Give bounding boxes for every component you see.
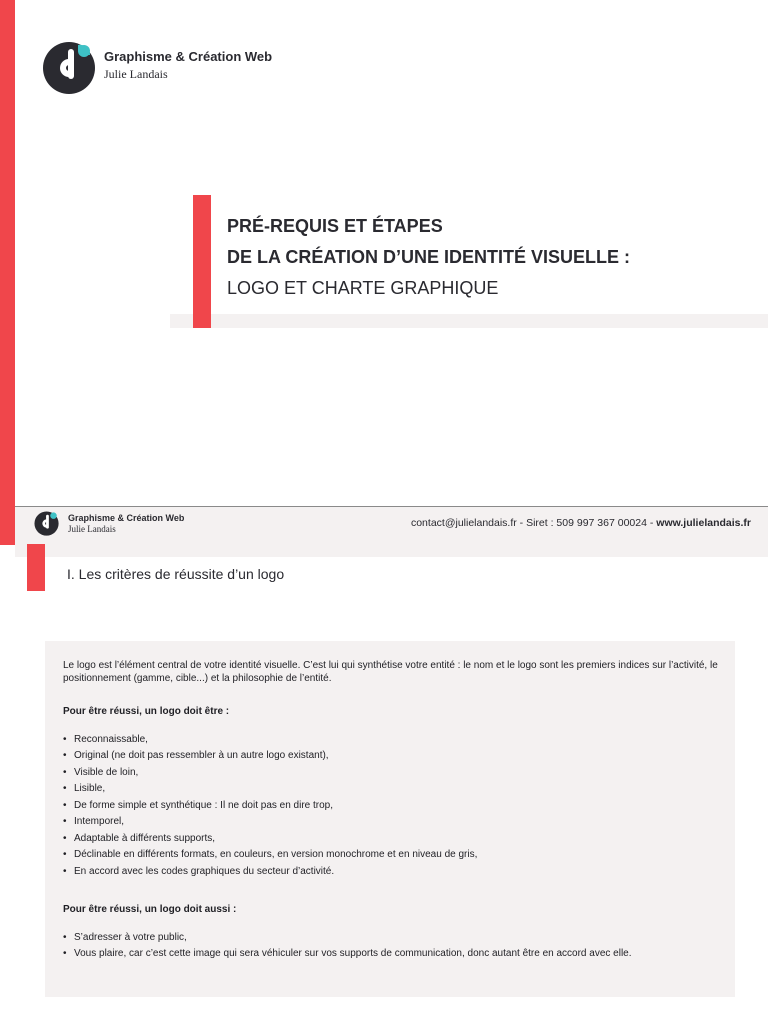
list-item	[63, 831, 723, 848]
bullet-icon: •	[63, 733, 67, 745]
list-item	[63, 732, 723, 749]
bullet-icon: •	[63, 799, 67, 811]
content-body	[63, 660, 723, 963]
list-item-text: S’adresser à votre public,	[74, 931, 187, 943]
footer-contact-text: contact@julielandais.fr - Siret : 509 997 367 00024 -	[410, 517, 657, 529]
title-line-1: PRÉ-REQUIS ET ÉTAPES	[227, 216, 443, 236]
brand-subtitle: Julie Landais	[104, 67, 168, 81]
list-item	[63, 748, 723, 765]
list-item	[63, 930, 723, 947]
list-item	[63, 864, 723, 881]
list-item	[63, 814, 723, 831]
footer-logo-icon	[34, 511, 60, 537]
footer-website-link[interactable]: www.julielandais.fr	[656, 517, 751, 529]
list-item-text: Déclinable en différents formats, en couleurs, en version monochrome et en niveau de gris,	[74, 849, 478, 860]
title-line-3: LOGO ET CHARTE GRAPHIQUE	[227, 278, 499, 298]
criteria-heading: Pour être réussi, un logo doit être :	[63, 706, 230, 717]
footer-contact	[411, 517, 751, 529]
list-item-text: En accord avec les codes graphiques du secteur d’activité.	[74, 865, 335, 877]
footer-brand-subtitle: Julie Landais	[68, 524, 116, 534]
intro-paragraph: Le logo est l’élément central de votre identité visuelle. C’est lui qui synthétise votre entité : le nom et le logo sont les premiers indices sur l’activité, le positionnement (gamme, cible...) et la philosophie de l’entité.	[63, 660, 718, 684]
bullet-icon: •	[63, 750, 67, 761]
brand-title: Graphisme & Création Web	[104, 49, 273, 64]
additional-list	[63, 930, 723, 963]
bullet-icon: •	[63, 948, 67, 959]
list-item-text: Lisible,	[74, 783, 106, 794]
bullet-icon: •	[63, 865, 67, 877]
list-item	[63, 847, 723, 864]
section-title: I. Les critères de réussite d’un logo	[67, 566, 285, 582]
list-item	[63, 946, 723, 963]
list-item	[63, 781, 723, 798]
list-item-text: Adaptable à différents supports,	[74, 832, 216, 844]
bullet-icon: •	[63, 832, 67, 844]
bullet-icon: •	[63, 766, 67, 778]
list-item	[63, 765, 723, 782]
document-title	[227, 211, 630, 304]
bullet-icon: •	[63, 849, 67, 860]
bullet-icon: •	[63, 931, 67, 943]
title-accent-bar	[193, 195, 211, 328]
criteria-list	[63, 732, 723, 881]
brand-logo-icon	[42, 41, 98, 97]
list-item-text: De forme simple et synthétique : Il ne doit pas en dire trop,	[74, 799, 334, 811]
title-underline-band	[170, 314, 768, 328]
list-item-text: Original (ne doit pas ressembler à un autre logo existant),	[74, 750, 329, 761]
list-item-text: Reconnaissable,	[74, 733, 148, 745]
footer-brand	[68, 512, 184, 535]
footer-brand-title: Graphisme & Création Web	[68, 513, 185, 523]
title-line-2: DE LA CRÉATION D’UNE IDENTITÉ VISUELLE :	[227, 247, 631, 267]
list-item-text: Visible de loin,	[74, 766, 139, 778]
additional-heading: Pour être réussi, un logo doit aussi :	[63, 904, 237, 915]
list-item-text: Intemporel,	[74, 816, 125, 827]
list-item-text: Vous plaire, car c’est cette image qui sera véhiculer sur vos supports de communication, donc autant être en accord avec elle.	[74, 948, 632, 959]
bullet-icon: •	[63, 816, 67, 827]
left-accent-bar	[0, 0, 15, 545]
section-accent-bar	[27, 544, 45, 591]
bullet-icon: •	[63, 783, 67, 794]
list-item	[63, 798, 723, 815]
